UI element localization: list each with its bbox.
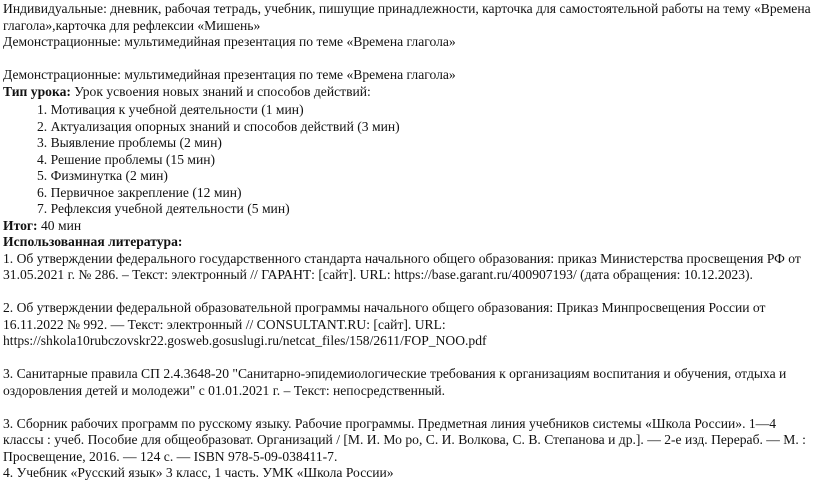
literature-item: 3. Санитарные правила СП 2.4.3648-20 "Санитарно-эпидемиологические требования к организациям воспитания и обучения, отдыха и оздоровления детей и молодежи" с 01.01.2021 г. – Текст: непосредственный. bbox=[3, 366, 787, 398]
lesson-type-label: Тип урока: bbox=[3, 83, 71, 99]
lesson-steps-list bbox=[3, 102, 813, 218]
lesson-step: 7. Рефлексия учебной деятельности (5 мин) bbox=[37, 201, 290, 216]
lesson-step: 5. Физминутка (2 мин) bbox=[37, 168, 168, 183]
lesson-step: 3. Выявление проблемы (2 мин) bbox=[37, 135, 222, 150]
individual-materials: Индивидуальные: дневник, рабочая тетрадь, учебник, пишущие принадлежности, карточка для самостоятельной работы на тему «Времена глагола»,карточка для рефлексии «Мишень» bbox=[3, 1, 811, 33]
literature-item: 2. Об утверждении федеральной образовательной программы начального общего образования: Приказ Минпросвещения России от 16.11.2022 № 992. — Текст: электронный // CONSULTANT.RU: [сайт]. URL: https://shkola10rubczovskr22.gosweb.gosuslugi.ru/netcat_files/158/2611/FOP_NOO.pdf bbox=[3, 300, 766, 348]
total-value: 40 мин bbox=[37, 217, 82, 233]
demo-materials-2: Демонстрационные: мультимедийная презентация по теме «Времена глагола» bbox=[3, 67, 456, 82]
lesson-type bbox=[3, 84, 813, 101]
demo-materials-1: Демонстрационные: мультимедийная презентация по теме «Времена глагола» bbox=[3, 34, 456, 49]
literature-item: 4. Учебник «Русский язык» 3 класс, 1 часть. УМК «Школа России» bbox=[3, 465, 394, 480]
document-page bbox=[3, 1, 813, 482]
literature-item: 3. Сборник рабочих программ по русскому языку. Рабочие программы. Предметная линия учебников системы «Школа России». 1—4 классы : учеб. Пособие для общеобразоват. Организаций / [М. И. Мо ро, С. И. Волкова, С. В. Степанова и др.]. — 2-е изд. Перераб. — М. : Просвещение, 2016. — 124 с. — ISBN 978-5-09-038411-7. bbox=[3, 415, 806, 464]
lesson-step: 1. Мотивация к учебной деятельности (1 мин) bbox=[37, 102, 304, 117]
lesson-type-value: Урок усвоения новых знаний и способов действий: bbox=[70, 83, 371, 99]
literature-heading: Использованная литература: bbox=[3, 234, 183, 249]
lesson-step: 6. Первичное закрепление (12 мин) bbox=[37, 184, 242, 200]
lesson-step: 4. Решение проблемы (15 мин) bbox=[37, 151, 216, 167]
literature-item: 1. Об утверждении федерального государственного стандарта начального общего образования: приказ Министерства просвещения РФ от 31.05.2021 г. № 286. – Текст: электронный // ГАРАНТ: [сайт]. URL: https://base.garant.ru/400907193/ (дата обращения: 10.12.2023). bbox=[3, 250, 801, 282]
total-label: Итог: bbox=[3, 217, 38, 233]
blank-line bbox=[3, 51, 813, 68]
total-time bbox=[3, 218, 813, 235]
lesson-step: 2. Актуализация опорных знаний и способов действий (3 мин) bbox=[37, 118, 400, 134]
